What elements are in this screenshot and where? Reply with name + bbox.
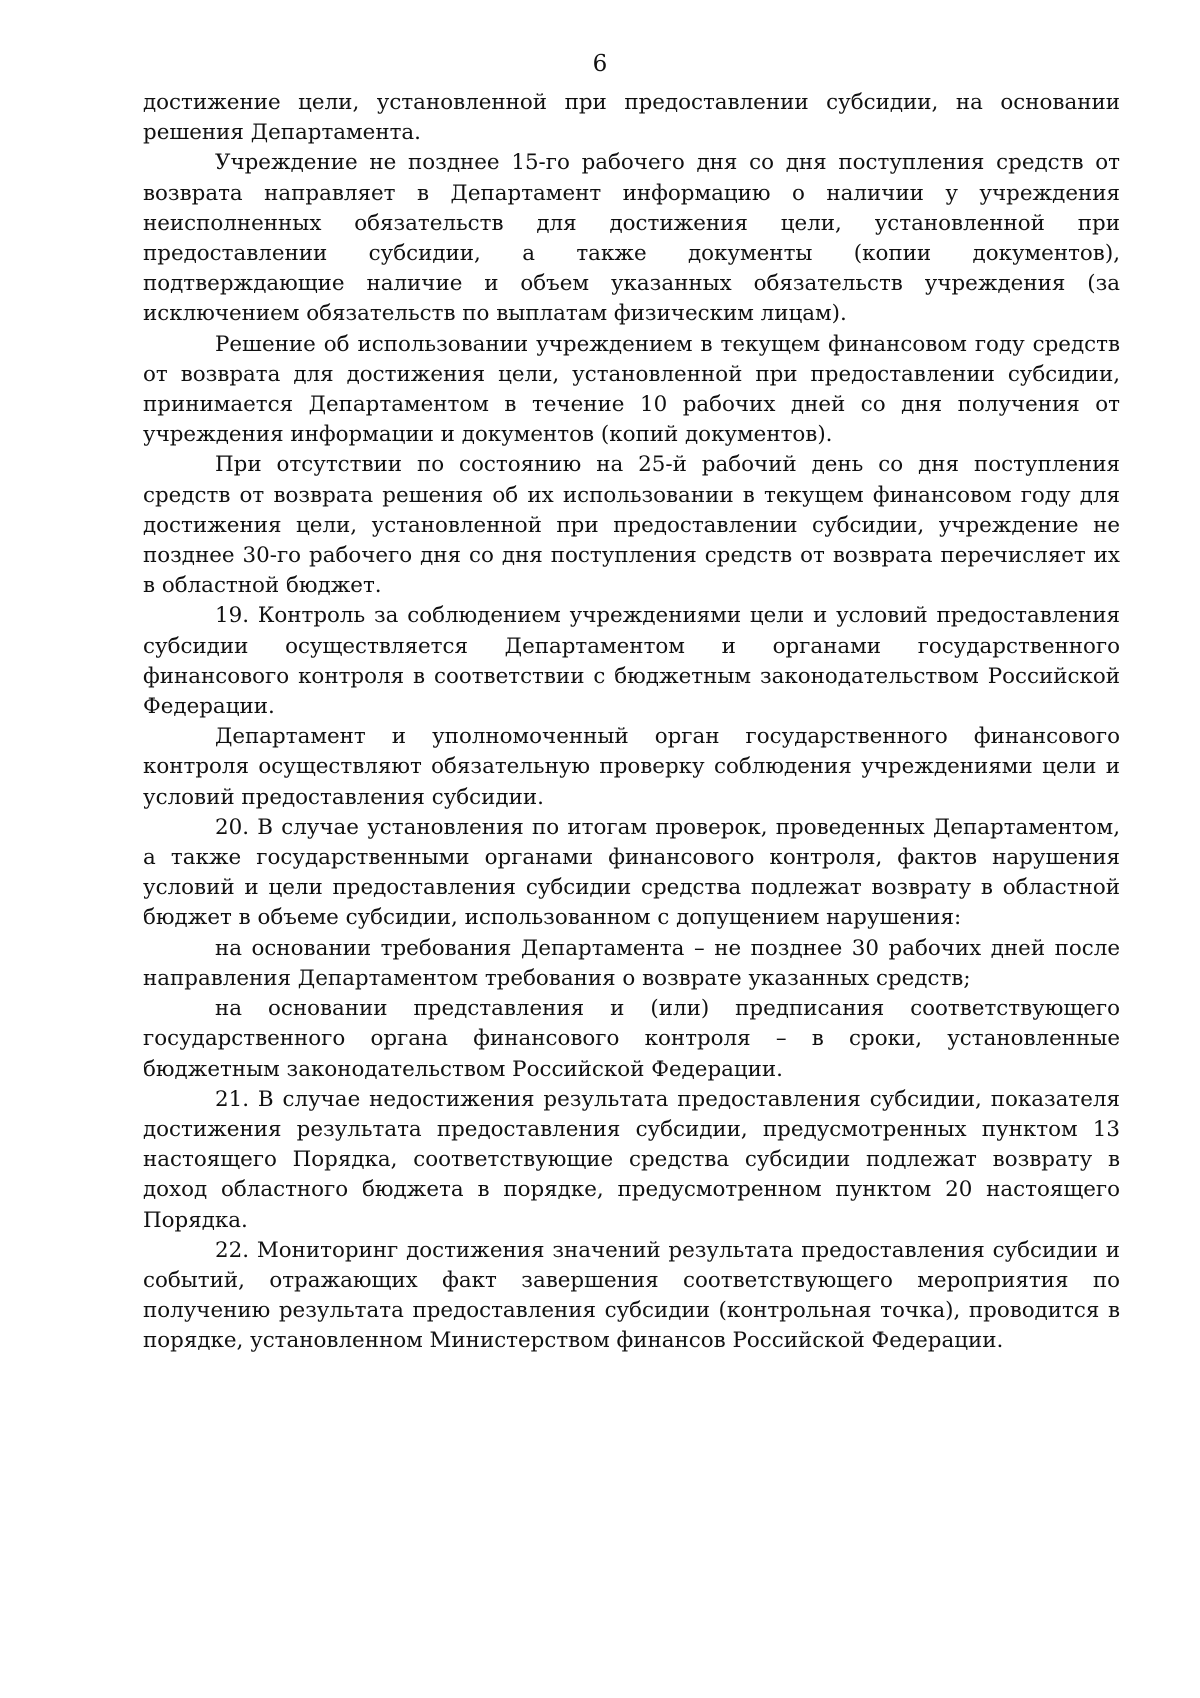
document-body [143,88,1120,1357]
paragraph-institution-report: Учреждение не позднее 15-го рабочего дня со дня поступления средств от возврата направляет в Департамент информацию о наличии у учреждения неисполненных обязательств для достижения цели, установленной при предоставлении субсидии, а также документы (копии документов), подтверждающие наличие и объем указанных обязательств учреждения (за исключением обязательств по выплатам физическим лицам). [143,150,1120,327]
paragraph-item-22: 22. Мониторинг достижения значений результата предоставления субсидии и событий, отражающих факт завершения соответствующего мероприятия по получению результата предоставления субсидии (контрольная точка), проводится в порядке, установленном Министерством финансов Российской Федерации. [143,1237,1120,1354]
paragraph-control-body-order: на основании представления и (или) предписания соответствующего государственного органа финансового контроля – в сроки, установленные бюджетным законодательством Российской Федерации. [143,996,1120,1082]
paragraph-decision-on-use: Решение об использовании учреждением в текущем финансовом году средств от возврата для достижения цели, установленной при предоставлении субсидии, принимается Департаментом в течение 10 рабочих дней со дня получения от учреждения информации и документов (копий документов). [143,331,1120,448]
paragraph-continuation: достижение цели, установленной при предоставлении субсидии, на основании решения Департамента. [143,90,1120,146]
paragraph-item-21: 21. В случае недостижения результата предоставления субсидии, показателя достижения результата предоставления субсидии, предусмотренных пунктом 13 настоящего Порядка, соответствующие средства субсидии подлежат возврату в доход областного бюджета в порядке, предусмотренном пунктом 20 настоящего Порядка. [143,1086,1120,1233]
paragraph-absence-of-decision: При отсутствии по состоянию на 25-й рабочий день со дня поступления средств от возврата решения об их использовании в текущем финансовом году для достижения цели, установленной при предоставлении субсидии, учреждение не позднее 30-го рабочего дня со дня поступления средств от возврата перечисляет их в областной бюджет. [143,452,1120,599]
paragraph-item-20: 20. В случае установления по итогам проверок, проведенных Департаментом, а также государственными органами финансового контроля, фактов нарушения условий и цели предоставления субсидии средства подлежат возврату в областной бюджет в объеме субсидии, использованном с допущением нарушения: [143,814,1120,931]
paragraph-item-19: 19. Контроль за соблюдением учреждениями цели и условий предоставления субсидии осуществляется Департаментом и органами государственного финансового контроля в соответствии с бюджетным законодательством Российской Федерации. [143,603,1120,720]
paragraph-mandatory-check: Департамент и уполномоченный орган государственного финансового контроля осуществляют обязательную проверку соблюдения учреждениями цели и условий предоставления субсидии. [143,724,1120,810]
paragraph-department-requirement: на основании требования Департамента – не позднее 30 рабочих дней после направления Департаментом требования о возврате указанных средств; [143,935,1120,991]
page-number: 6 [592,51,608,77]
